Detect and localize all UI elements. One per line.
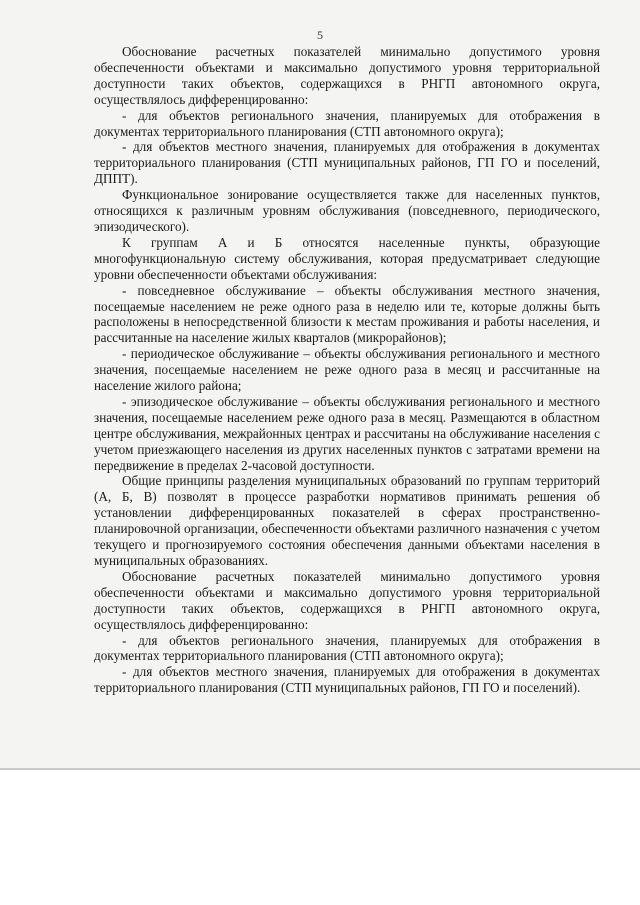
list-item-regional-repeat: - для объектов регионального значения, планируемых для отображения в документах территориального планирования (СТП автономного округа); — [94, 632, 600, 664]
page-number: 5 — [317, 28, 323, 42]
list-item-periodic-service: - периодическое обслуживание – объекты обслуживания регионального и местного значения, посещаемые населением не реже одного раза в месяц и рассчитанные на население жилого района; — [94, 346, 600, 394]
list-item-daily-service: - повседневное обслуживание – объекты обслуживания местного значения, посещаемые населением не реже одного раза в неделю или те, которые должны быть расположены в непосредственной близости к местам проживания и работы населения, и рассчитанные на население жилых кварталов (микрорайонов); — [94, 282, 600, 346]
paragraph-zoning: Функциональное зонирование осуществляется также для населенных пунктов, относящихся к различным уровням обслуживания (повседневного, периодического, эпизодического). — [94, 187, 600, 234]
list-item-regional: - для объектов регионального значения, планируемых для отображения в документах территориального планирования (СТП автономного округа); — [94, 107, 600, 139]
paragraph-groups: К группам А и Б относятся населенные пункты, образующие многофункциональную систему обслуживания, которая предусматривает следующие уровни обеспеченности объектами обслуживания: — [94, 234, 600, 282]
paragraph-intro-repeat: Обоснование расчетных показателей минимально допустимого уровня обеспеченности объектами и максимально допустимого уровня территориальной доступности таких объектов, содержащихся в РНГП автономного округа, осуществлялось дифференцированно: — [94, 568, 600, 632]
list-item-local: - для объектов местного значения, планируемых для отображения в документах территориального планирования (СТП муниципальных районов, ГП ГО и поселений, ДППТ). — [94, 139, 600, 187]
list-item-episodic-service: - эпизодическое обслуживание – объекты обслуживания регионального и местного значения, посещаемые населением реже одного раза в месяц. Размещаются в областном центре обслуживания, межрайонных центрах и рассчитаны на обслуживание населения с учетом приезжающего населения из других населенных пунктов с затратами времени на передвижение в пределах 2-часовой доступности. — [94, 393, 600, 473]
list-item-local-repeat: - для объектов местного значения, планируемых для отображения в документах территориального планирования (СТП муниципальных районов, ГП ГО и поселений). — [94, 664, 600, 696]
document-body — [94, 44, 600, 696]
paragraph-intro: Обоснование расчетных показателей минимально допустимого уровня обеспеченности объектами и максимально допустимого уровня территориальной доступности таких объектов, содержащихся в РНГП автономного округа, осуществлялось дифференцированно: — [94, 44, 600, 107]
paragraph-principles: Общие принципы разделения муниципальных образований по группам территорий (А, Б, В) позволят в процессе разработки нормативов принимать решения об установлении дифференцированных показателей в сферах пространственно-планировочной организации, обеспеченности объектами различного назначения с учетом текущего и прогнозируемого состояния обеспечения данными объектами населения в муниципальных образованиях. — [94, 473, 600, 568]
